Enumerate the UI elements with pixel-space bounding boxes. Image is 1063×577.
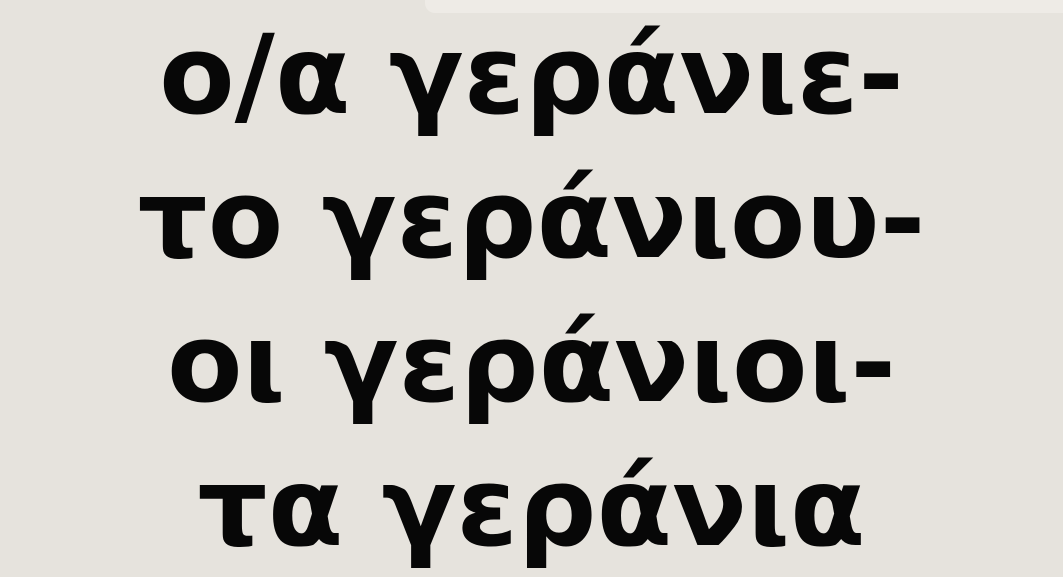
line-vocative: ο/α γεράνιε- [159,11,904,139]
line-neuter-plural: τα γεράνια [197,443,866,571]
line-genitive: το γεράνιου- [137,155,926,283]
line-plural-nominative: οι γεράνιοι- [166,299,897,427]
